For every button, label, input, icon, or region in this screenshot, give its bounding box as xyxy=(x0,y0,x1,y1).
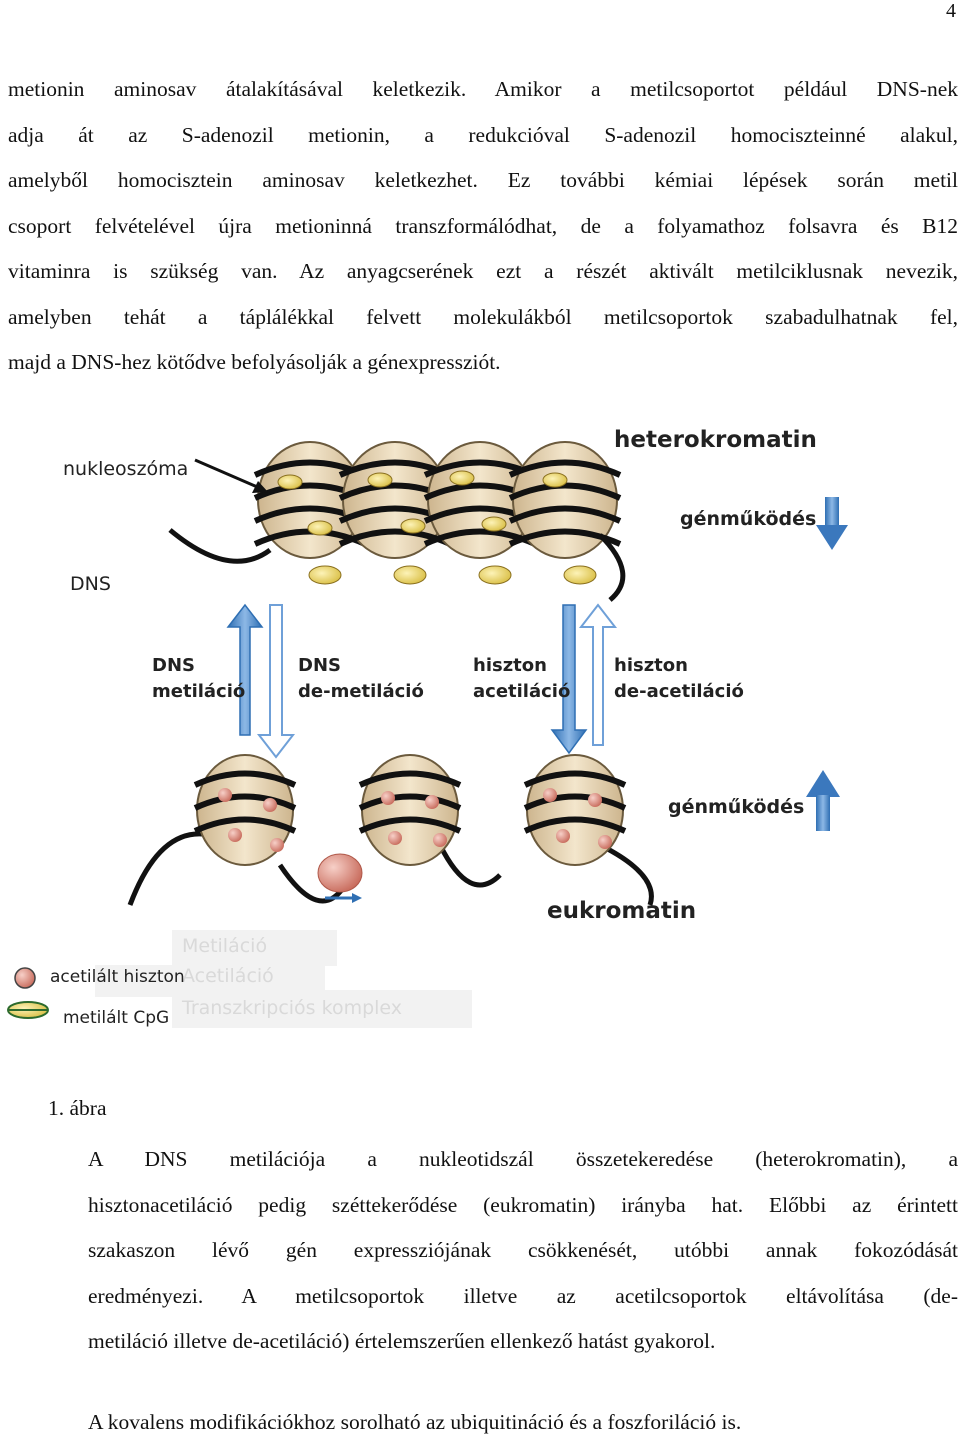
paragraph-line: csoport felvételével újra metioninná transzformálódhat, de a folyamathoz folsavra és B12 xyxy=(8,213,958,238)
label-eukromatin: eukromatin xyxy=(547,898,697,924)
dns-demetilacio-arrow xyxy=(259,605,293,757)
paragraph-line: metionin aminosav átalakításával keletkezik. Amikor a metilcsoportot például DNS-nek xyxy=(8,77,958,101)
arrow-up-icon xyxy=(806,770,840,831)
label-hiszton-acetilacio xyxy=(473,653,570,705)
pointer-arrow xyxy=(195,460,262,489)
paragraph-line: amelyből homocisztein aminosav keletkezhet. Ez további kémiai lépések során metil xyxy=(8,168,958,192)
heterochromatin-nucleosomes xyxy=(170,442,623,600)
chromatin-figure xyxy=(0,405,960,1045)
hiszton-deacetilacio-arrow xyxy=(581,605,615,745)
label-dns-demetilacio-line2: de-metiláció xyxy=(298,681,424,702)
label-dns-demetilacio-line1: DNS xyxy=(298,655,341,676)
label-hiszton-deacetilacio-line1: hiszton xyxy=(614,655,688,676)
acetylated-histone-icon xyxy=(15,968,35,988)
label-hiszton-deacetilacio xyxy=(614,653,744,705)
figure-caption xyxy=(88,1137,958,1365)
closing-sentence: A kovalens modifikációkhoz sorolható az ubiquitináció és a foszforiláció is. xyxy=(88,1410,742,1434)
caption-line: hisztonacetiláció pedig széttekerődése (eukromatin) irányba hat. Előbbi az érintett xyxy=(88,1192,958,1217)
legend-faded-transzkripcios: Transzkripciós komplex xyxy=(182,997,403,1019)
transcription-complex-icon xyxy=(318,854,362,892)
label-dns-metilacio xyxy=(152,653,245,705)
label-genmukodes-top: génműködés xyxy=(680,508,817,530)
legend-acetilalt-hiszton: acetilált hiszton xyxy=(50,967,185,987)
label-dns-metilacio-line1: DNS xyxy=(152,655,195,676)
chromatin-diagram xyxy=(0,405,960,1045)
legend-faded-metilacio: Metiláció xyxy=(182,935,268,957)
label-dns-demetilacio xyxy=(298,653,424,705)
legend-metilalt-cpg: metilált CpG xyxy=(63,1008,170,1028)
figure-number: 1. ábra xyxy=(48,1096,107,1120)
label-heterokromatin: heterokromatin xyxy=(614,427,817,453)
caption-line: eredményezi. A metilcsoportok illetve az acetilcsoportok eltávolítása (de- xyxy=(88,1283,958,1308)
arrow-down-icon xyxy=(816,497,848,550)
page-number: 4 xyxy=(946,0,956,22)
caption-line: szakaszon lévő gén expressziójának csökkenését, utóbbi annak fokozódását xyxy=(88,1238,958,1262)
nucleosome-icon xyxy=(195,755,295,865)
label-hiszton-deacetilacio-line2: de-acetiláció xyxy=(614,681,744,702)
legend-faded-acetilacio: Acetiláció xyxy=(182,965,274,987)
paragraph-line: majd a DNS-hez kötődve befolyásolják a génexpressziót. xyxy=(8,350,501,374)
label-hiszton-acetilacio-line1: hiszton xyxy=(473,655,547,676)
paragraph-line: vitaminra is szükség van. Az anyagcserének ezt a részét aktivált metilciklusnak nevezik, xyxy=(8,259,958,283)
label-genmukodes-bottom: génműködés xyxy=(668,796,805,818)
paragraph-line: amelyben tehát a táplálékkal felvett molekulákból metilcsoportok szabadulhatnak fel, xyxy=(8,304,958,329)
body-paragraph xyxy=(8,67,958,386)
label-dns: DNS xyxy=(70,573,111,595)
eukromatin-nucleosomes xyxy=(130,755,651,905)
label-nukleoszoma: nukleoszóma xyxy=(63,458,189,480)
label-hiszton-acetilacio-line2: acetiláció xyxy=(473,681,571,702)
paragraph-line: adja át az S-adenozil metionin, a redukcióval S-adenozil homociszteinné alakul, xyxy=(8,122,958,147)
nucleosome-icon xyxy=(360,755,460,865)
caption-line: A DNS metilációja a nukleotidszál összetekeredése (heterokromatin), a xyxy=(88,1147,958,1171)
caption-line: metiláció illetve de-acetiláció) értelemszerűen ellenkező hatást gyakorol. xyxy=(88,1329,716,1353)
label-dns-metilacio-line2: metiláció xyxy=(152,681,246,702)
nucleosome-icon xyxy=(525,755,625,865)
